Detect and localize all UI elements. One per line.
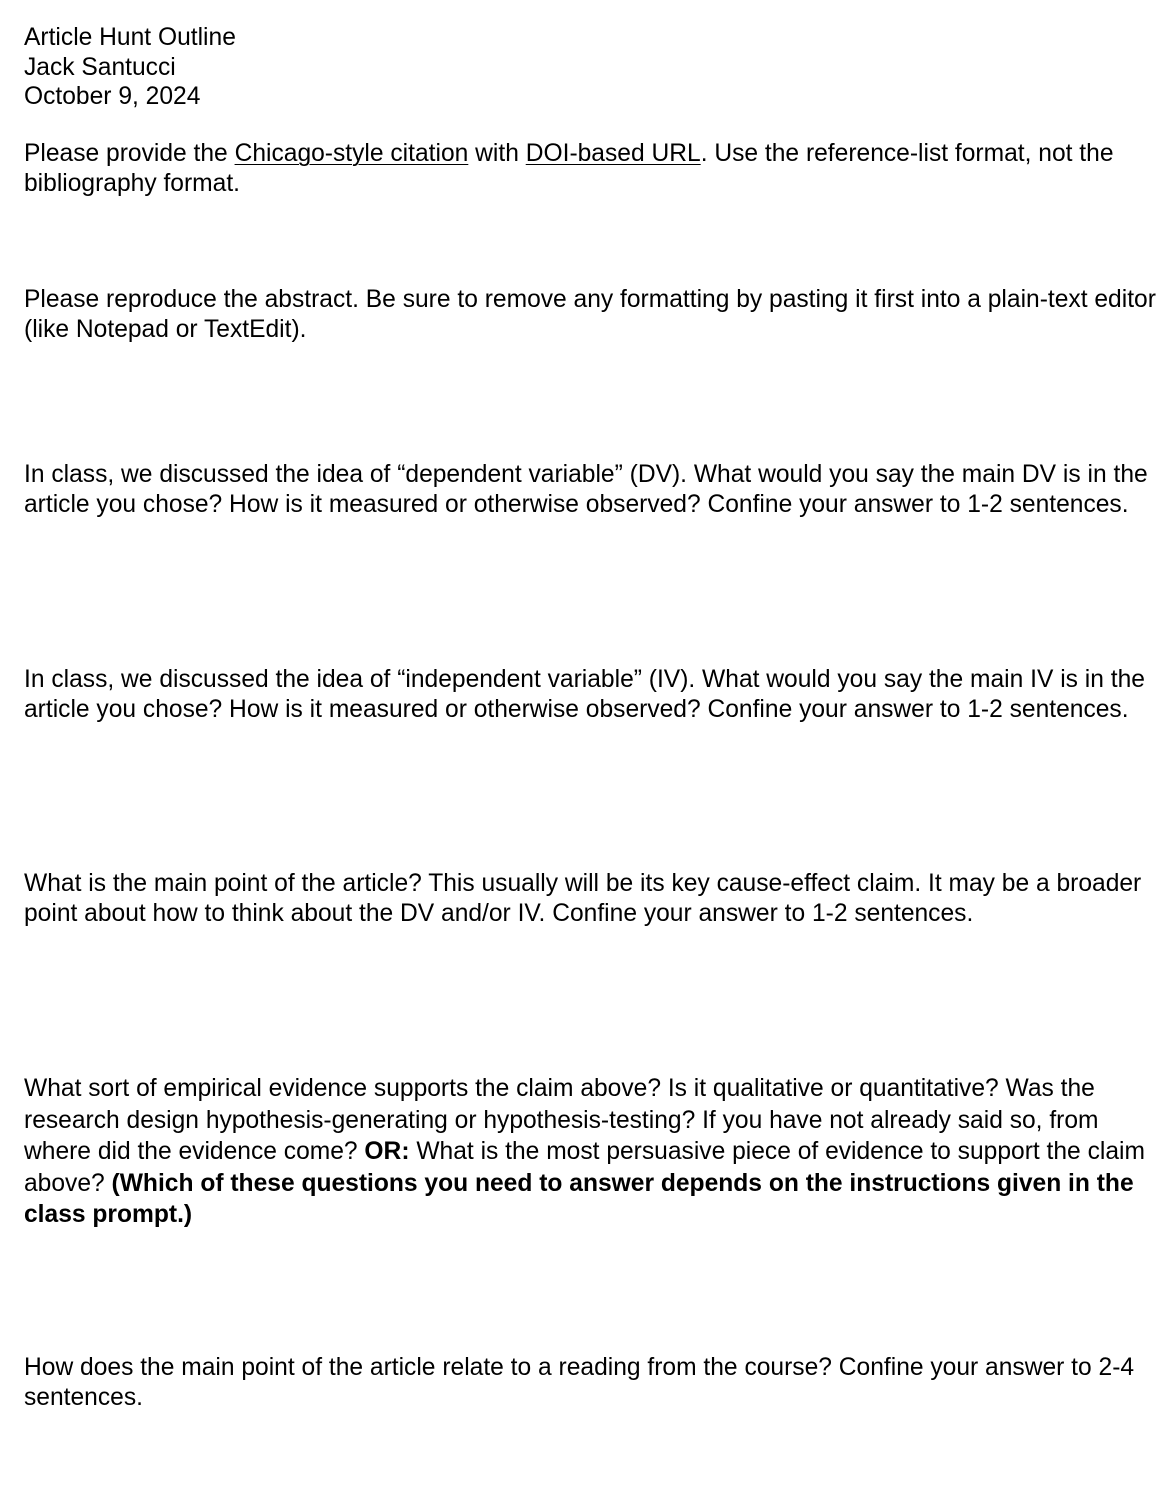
- doi-based-url-link[interactable]: DOI-based URL: [525, 140, 701, 167]
- author-name: Jack Santucci: [24, 53, 176, 81]
- citation-text-2: with: [468, 140, 526, 167]
- independent-variable-question: In class, we discussed the idea of “independent variable” (IV). What would you say the main IV is in the article you chose? How is it measured or otherwise observed? Confine your answer to 1-2 sentences.: [24, 666, 1145, 723]
- document-date: October 9, 2024: [24, 83, 201, 110]
- course-reading-question: How does the main point of the article relate to a reading from the course? Confine your answer to 2-4 sentences.: [24, 1354, 1135, 1411]
- citation-question: [24, 139, 1164, 198]
- document-title: Article Hunt Outline: [24, 24, 236, 51]
- citation-text-3: . Use the reference-list format, not the bibliography format.: [24, 140, 1114, 197]
- evidence-question: [24, 1073, 1164, 1231]
- dependent-variable-question: In class, we discussed the idea of “dependent variable” (DV). What would you say the main DV is in the article you chose? How is it measured or otherwise observed? Confine your answer to 1-2 sentences.: [24, 461, 1148, 518]
- or-label: OR:: [364, 1138, 410, 1165]
- evidence-text-2: What is the most persuasive piece of evidence to support the claim above?: [24, 1138, 1145, 1197]
- abstract-question: Please reproduce the abstract. Be sure to remove any formatting by pasting it first into a plain-text editor (like Notepad or TextEdit).: [24, 286, 1156, 343]
- evidence-bold-note: (Which of these questions you need to answer depends on the instructions given in the class prompt.): [24, 1169, 1134, 1228]
- main-point-question: What is the main point of the article? This usually will be its key cause-effect claim. It may be a broader point about how to think about the DV and/or IV. Confine your answer to 1-2 sentences.: [24, 870, 1142, 927]
- evidence-text-1: What sort of empirical evidence supports the claim above? Is it qualitative or quantitative? Was the research design hypothesis-generating or hypothesis-testing? If you have not already said so, from where did the evidence come?: [24, 1075, 1099, 1165]
- document-header: [24, 23, 1164, 112]
- chicago-style-citation-link[interactable]: Chicago-style citation: [234, 140, 469, 167]
- citation-text-1: Please provide the: [24, 140, 235, 167]
